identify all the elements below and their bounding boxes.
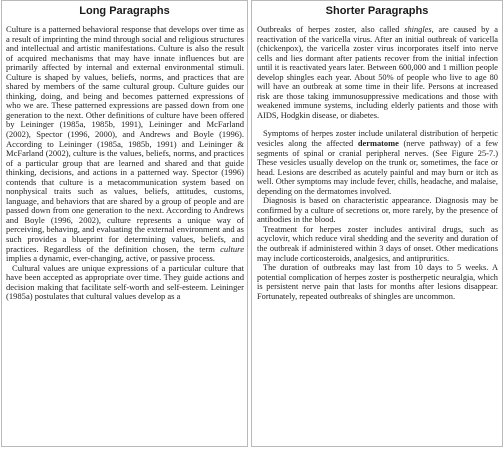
cultural-values-paragraph — [6, 264, 244, 302]
culture-paragraph — [6, 25, 244, 264]
culture-paragraph-end: implies a dynamic, ever-changing, active, or passive process. — [6, 253, 215, 264]
shorter-paragraphs-body — [257, 25, 498, 444]
dermatome-bold-term: dermatome — [357, 139, 399, 149]
cultural-values-text: Cultural values are unique expressions of a particular culture that have been accepted as appropriate over time. They guide actions and decision making that facilitate self-worth and self-esteem. Leininger (1985a) postulates that cultural values develop as a — [6, 262, 244, 302]
herpes-zoster-paragraph — [257, 25, 498, 120]
shingles-italic-term: shingles — [404, 25, 432, 34]
long-paragraphs-heading: Long Paragraphs — [79, 5, 170, 17]
herpes-zoster-text-end: , are caused by a reactivation of the varicella virus. After an initial outbreak of varicella (chickenpox), the varicella zoster virus incorporates itself into nerve cells and lies dormant after patients recover from the initial infection until it is reactivated years later. Between 600,000 and 1 million people develop shingles each year. About 50% of people who live to age 80 will have an outbreak at some time in their life. Persons at increased risk are those taking immunosuppressive medications and those with weakened immune systems, including elderly patients and those with AIDS, Hodgkin disease, or diabetes. — [257, 25, 498, 120]
symptoms-text-end: (nerve pathway) of a few segments of spinal or cranial peripheral nerves. (See Figure 25-7.) These vesicles usually develop on the trunk or, sometimes, the face or head. Lesions are described as acutely painful and may burn or itch as well. Other symptoms may include fever, chills, headache, and malaise, depending on the dermatomes involved. — [257, 139, 498, 196]
shorter-paragraphs-heading: Shorter Paragraphs — [325, 5, 429, 17]
culture-italic-term: culture — [220, 243, 244, 254]
herpes-zoster-text: Outbreaks of herpes zoster, also called — [257, 25, 405, 34]
shorter-paragraphs-column — [251, 0, 503, 447]
symptoms-text: Symptoms of herpes zoster include unilateral distribution of herpetic vesicles along the affected — [257, 129, 498, 149]
long-paragraphs-column — [1, 0, 248, 447]
duration-paragraph: The duration of outbreaks may last from 10 days to 5 weeks. A potential complication of herpes zoster is postherpetic neuralgia, which is persistent nerve pain that lasts for months after lesions disappear. Fortunately, repeated outbreaks of shingles are uncommon. — [257, 263, 498, 301]
treatment-paragraph: Treatment for herpes zoster includes antiviral drugs, such as acyclovir, which reduce viral shedding and the severity and duration of the outbreak if administered within 3 days of onset. Other medications may include corticosteroids, analgesics, and antipruritics. — [257, 224, 498, 263]
long-paragraphs-body — [6, 25, 244, 444]
culture-paragraph-text: Culture is a patterned behavioral response that develops over time as a result of imprinting the mind through social and religious structures and intellectual and artistic manifestations. Culture is also the result of acquired mechanisms that may have innate influences but are primarily affected by internal and external environmental stimuli. Culture is shaped by values, beliefs, norms, and practices that are shared by members of the same cultural group. Culture guides our thinking, doing, and being and becomes patterned expressions of who we are. These patterned expressions are passed down from one generation to the next. Other definitions of culture have been offered by Leininger (1985a, 1985b, 1991), Leininger and McFarland (2002), Spector (1996, 2000), and Andrews and Boyle (1996). According to Leininger (1985a, 1985b, 1991) and Leininger & McFarland (2002), culture is the values, beliefs, norms, and practices of a particular group that are learned and shared and that guide thinking, decisions, and actions in a patterned way. Spector (1996) contends that culture is a metacommunication system based on nonphysical traits such as values, beliefs, attitudes, customs, language, and behaviors that are shared by a group of people and are passed down from one generation to the next. According to Andrews and Boyle (1996, 2002), culture represents a unique way of perceiving, behaving, and evaluating the external environment and as such provides a blueprint for determining values, beliefs, and practices. Regardless of the definition chosen, the term — [6, 25, 244, 254]
symptoms-paragraph — [257, 129, 498, 196]
diagnosis-paragraph: Diagnosis is based on characteristic appearance. Diagnosis may be confirmed by a culture of secretions or, more rarely, by the presence of antibodies in the blood. — [257, 196, 498, 225]
